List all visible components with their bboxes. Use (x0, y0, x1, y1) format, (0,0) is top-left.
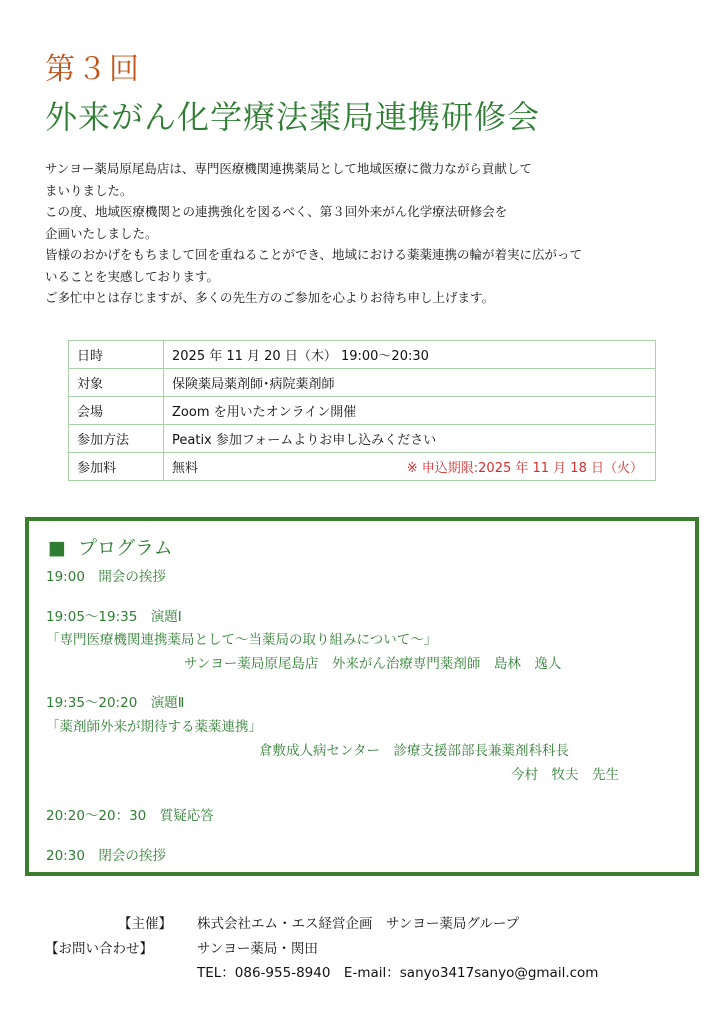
info-key: 日時 (69, 341, 164, 369)
info-row-date (69, 341, 656, 369)
info-key: 会場 (69, 397, 164, 425)
event-info-table (68, 340, 656, 481)
organizer-label: 【主催】 (118, 916, 172, 932)
intro-paragraph (45, 158, 685, 309)
program-closing: 20:30 閉会の挨拶 (46, 848, 166, 864)
talk1-time: 19:05～19:35 演題Ⅰ (46, 609, 182, 625)
info-value: Zoom を用いたオンライン開催 (164, 397, 656, 425)
fee-value: 無料 (172, 461, 199, 476)
program-heading (48, 533, 173, 560)
info-row-venue (69, 397, 656, 425)
info-key: 参加料 (69, 453, 164, 481)
intro-line: 企画いたしました。 (45, 225, 158, 241)
info-row-target (69, 369, 656, 397)
deadline-note: ※ 申込期限:2025 年 11 月 18 日（火） (406, 461, 643, 476)
info-row-method (69, 425, 656, 453)
info-row-fee (69, 453, 656, 481)
info-key: 対象 (69, 369, 164, 397)
info-value: Peatix 参加フォームよりお申し込みください (164, 425, 656, 453)
contact-tel-email: TEL：086-955-8940 E-mail：sanyo3417sanyo@gmail.com (197, 965, 599, 981)
contact-label: 【お問い合わせ】 (45, 941, 153, 957)
intro-line: いることを実感しております。 (45, 268, 220, 284)
organizer-name: 株式会社エム・エス経営企画 サンヨー薬局グループ (197, 916, 520, 932)
contact-name: サンヨー薬局・関田 (197, 941, 318, 957)
page-title: 外来がん化学療法薬局連携研修会 (45, 98, 541, 136)
info-value: 2025 年 11 月 20 日（木） 19:00～20:30 (164, 341, 656, 369)
intro-line: ご多忙中とは存じますが、多くの先生方のご参加を心よりお待ち申し上げます。 (45, 290, 495, 305)
info-key: 参加方法 (69, 425, 164, 453)
program-heading-label: プログラム (77, 537, 173, 559)
intro-line: この度、地域医療機関との連携強化を図るべく、第３回外来がん化学療法研修会を (45, 204, 508, 219)
talk1-speaker: サンヨー薬局原尾島店 外来がん治療専門薬剤師 島林 逸人 (184, 656, 562, 672)
talk2-title: 「薬剤師外来が期待する薬薬連携」 (46, 719, 262, 735)
info-value: 保険薬局薬剤師･病院薬剤師 (164, 369, 656, 397)
square-bullet-icon: ■ (48, 537, 66, 559)
program-qa: 20:20～20：30 質疑応答 (46, 808, 214, 824)
talk2-affiliation: 倉敷成人病センター 診療支援部部長兼薬剤科科長 (259, 743, 569, 759)
talk2-time: 19:35～20:20 演題Ⅱ (46, 695, 185, 711)
intro-line: まいりました。 (45, 182, 133, 198)
intro-line: 皆様のおかげをもちまして回を重ねることができ、地域における薬薬連携の輪が着実に広がって (45, 247, 583, 262)
info-value (164, 453, 656, 481)
talk2-speaker: 今村 牧夫 先生 (511, 767, 619, 783)
intro-line: サンヨー薬局原尾島店は、専門医療機関連携薬局として地域医療に微力ながら貢献して (45, 161, 532, 176)
program-opening: 19:00 開会の挨拶 (46, 569, 166, 585)
edition-heading: 第３回 (45, 52, 141, 87)
talk1-title: 「専門医療機関連携薬局として～当薬局の取り組みについて～」 (46, 632, 438, 648)
program-box (25, 517, 699, 876)
